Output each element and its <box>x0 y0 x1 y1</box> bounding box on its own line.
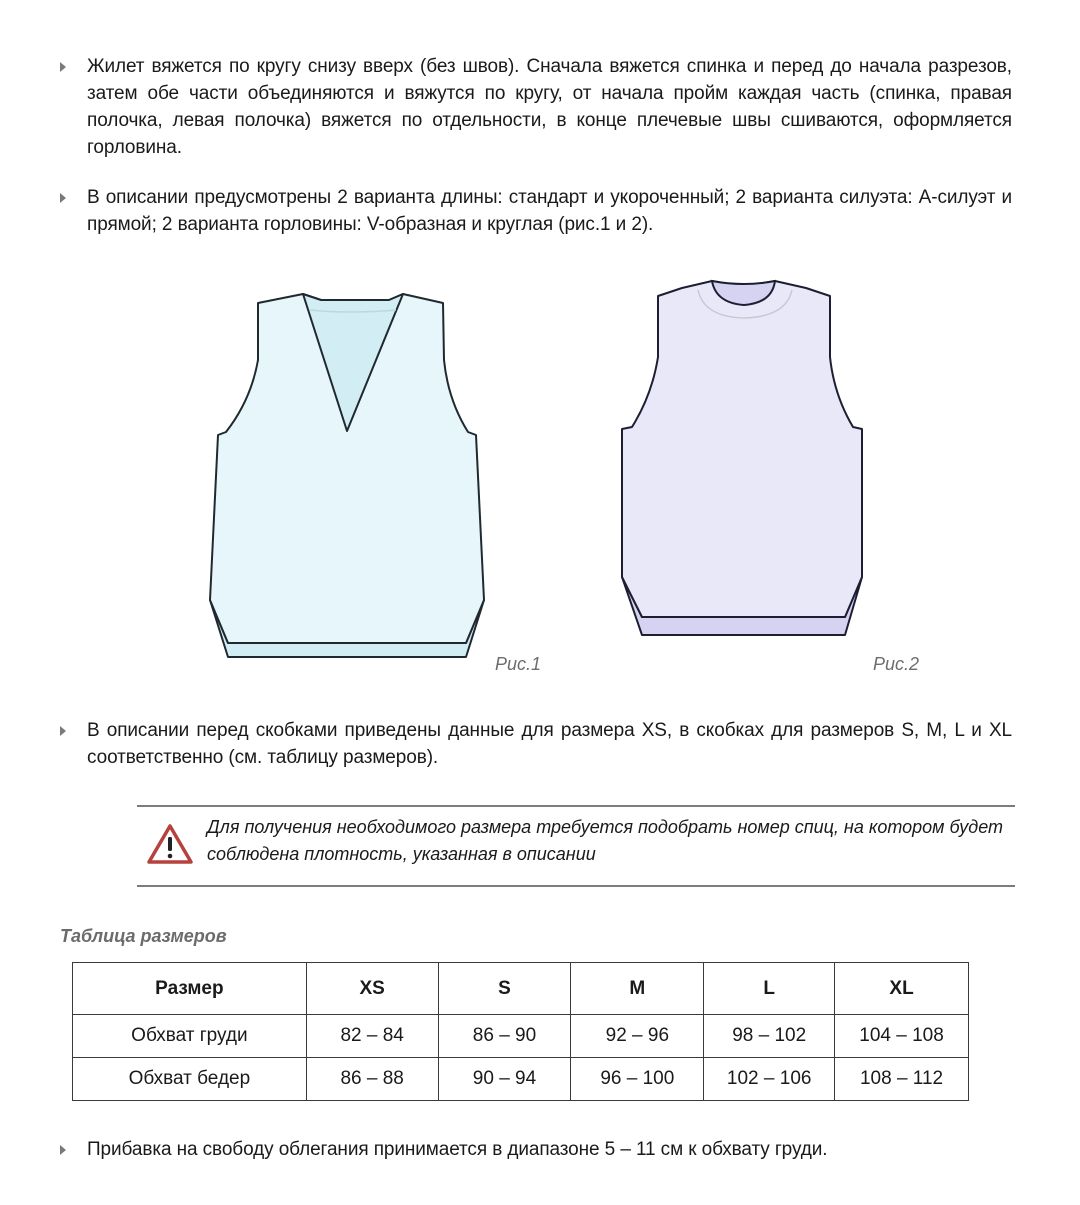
header-m: M <box>571 963 704 1015</box>
warning-note-text: Для получения необходимого размера требуется подобрать номер спиц, на котором будет соблюдена плотность, указанная в описании <box>207 817 1003 864</box>
vest-body <box>622 281 862 617</box>
header-s: S <box>438 963 571 1015</box>
header-size: Размер <box>73 963 307 1015</box>
bullet-item-construction <box>60 53 1012 161</box>
bullet-item-variants <box>60 184 1012 238</box>
bullet-text: В описании предусмотрены 2 варианта длины: стандарт и укороченный; 2 варианта силуэта: А-силуэт и прямой; 2 варианта горловины: V-образная и круглая (рис.1 и 2). <box>87 187 1012 235</box>
size-table-title: Таблица размеров <box>60 926 227 946</box>
bullet-arrow-icon <box>60 193 66 203</box>
size-table-header-row <box>73 963 969 1015</box>
warning-triangle-icon <box>147 823 193 865</box>
bullet-item-ease <box>60 1136 1012 1163</box>
vest-round-neck-illustration <box>598 265 878 645</box>
bullet-arrow-icon <box>60 726 66 736</box>
bullet-text: Жилет вяжется по кругу снизу вверх (без швов). Сначала вяжется спинка и перед до начала разрезов, затем обе части объединяются и вяжутся по кругу, от начала пройм каждая часть (спинка, правая полочка, левая полочка) вяжется по отдельности, в конце плечевые швы сшиваются, оформляется горловина. <box>87 56 1012 158</box>
table-cell: 108 – 112 <box>835 1058 969 1101</box>
table-cell: 92 – 96 <box>571 1015 704 1058</box>
table-row <box>73 1015 969 1058</box>
table-cell: 82 – 84 <box>306 1015 438 1058</box>
table-cell: 96 – 100 <box>571 1058 704 1101</box>
figure-caption-1: Рис.1 <box>495 654 542 674</box>
bullet-arrow-icon <box>60 62 66 72</box>
bullet-item-size-notation <box>60 717 1012 771</box>
warning-note <box>137 805 1015 887</box>
table-cell: 90 – 94 <box>438 1058 571 1101</box>
table-cell: 86 – 88 <box>306 1058 438 1101</box>
vest-v-neck-illustration <box>196 270 496 670</box>
size-table <box>72 962 969 1101</box>
table-cell: 102 – 106 <box>704 1058 835 1101</box>
bullet-text: В описании перед скобками приведены данные для размера XS, в скобках для размеров S, M, L и XL соответственно (см. таблицу размеров). <box>87 720 1012 768</box>
table-cell: 104 – 108 <box>835 1015 969 1058</box>
table-cell: 98 – 102 <box>704 1015 835 1058</box>
bullet-arrow-icon <box>60 1145 66 1155</box>
table-row <box>73 1058 969 1101</box>
row-label: Обхват груди <box>73 1015 307 1058</box>
bullet-text: Прибавка на свободу облегания принимается в диапазоне 5 – 11 см к обхвату груди. <box>87 1139 828 1160</box>
header-xl: XL <box>835 963 969 1015</box>
header-xs: XS <box>306 963 438 1015</box>
figure-caption-2: Рис.2 <box>873 654 920 674</box>
table-cell: 86 – 90 <box>438 1015 571 1058</box>
row-label: Обхват бедер <box>73 1058 307 1101</box>
header-l: L <box>704 963 835 1015</box>
